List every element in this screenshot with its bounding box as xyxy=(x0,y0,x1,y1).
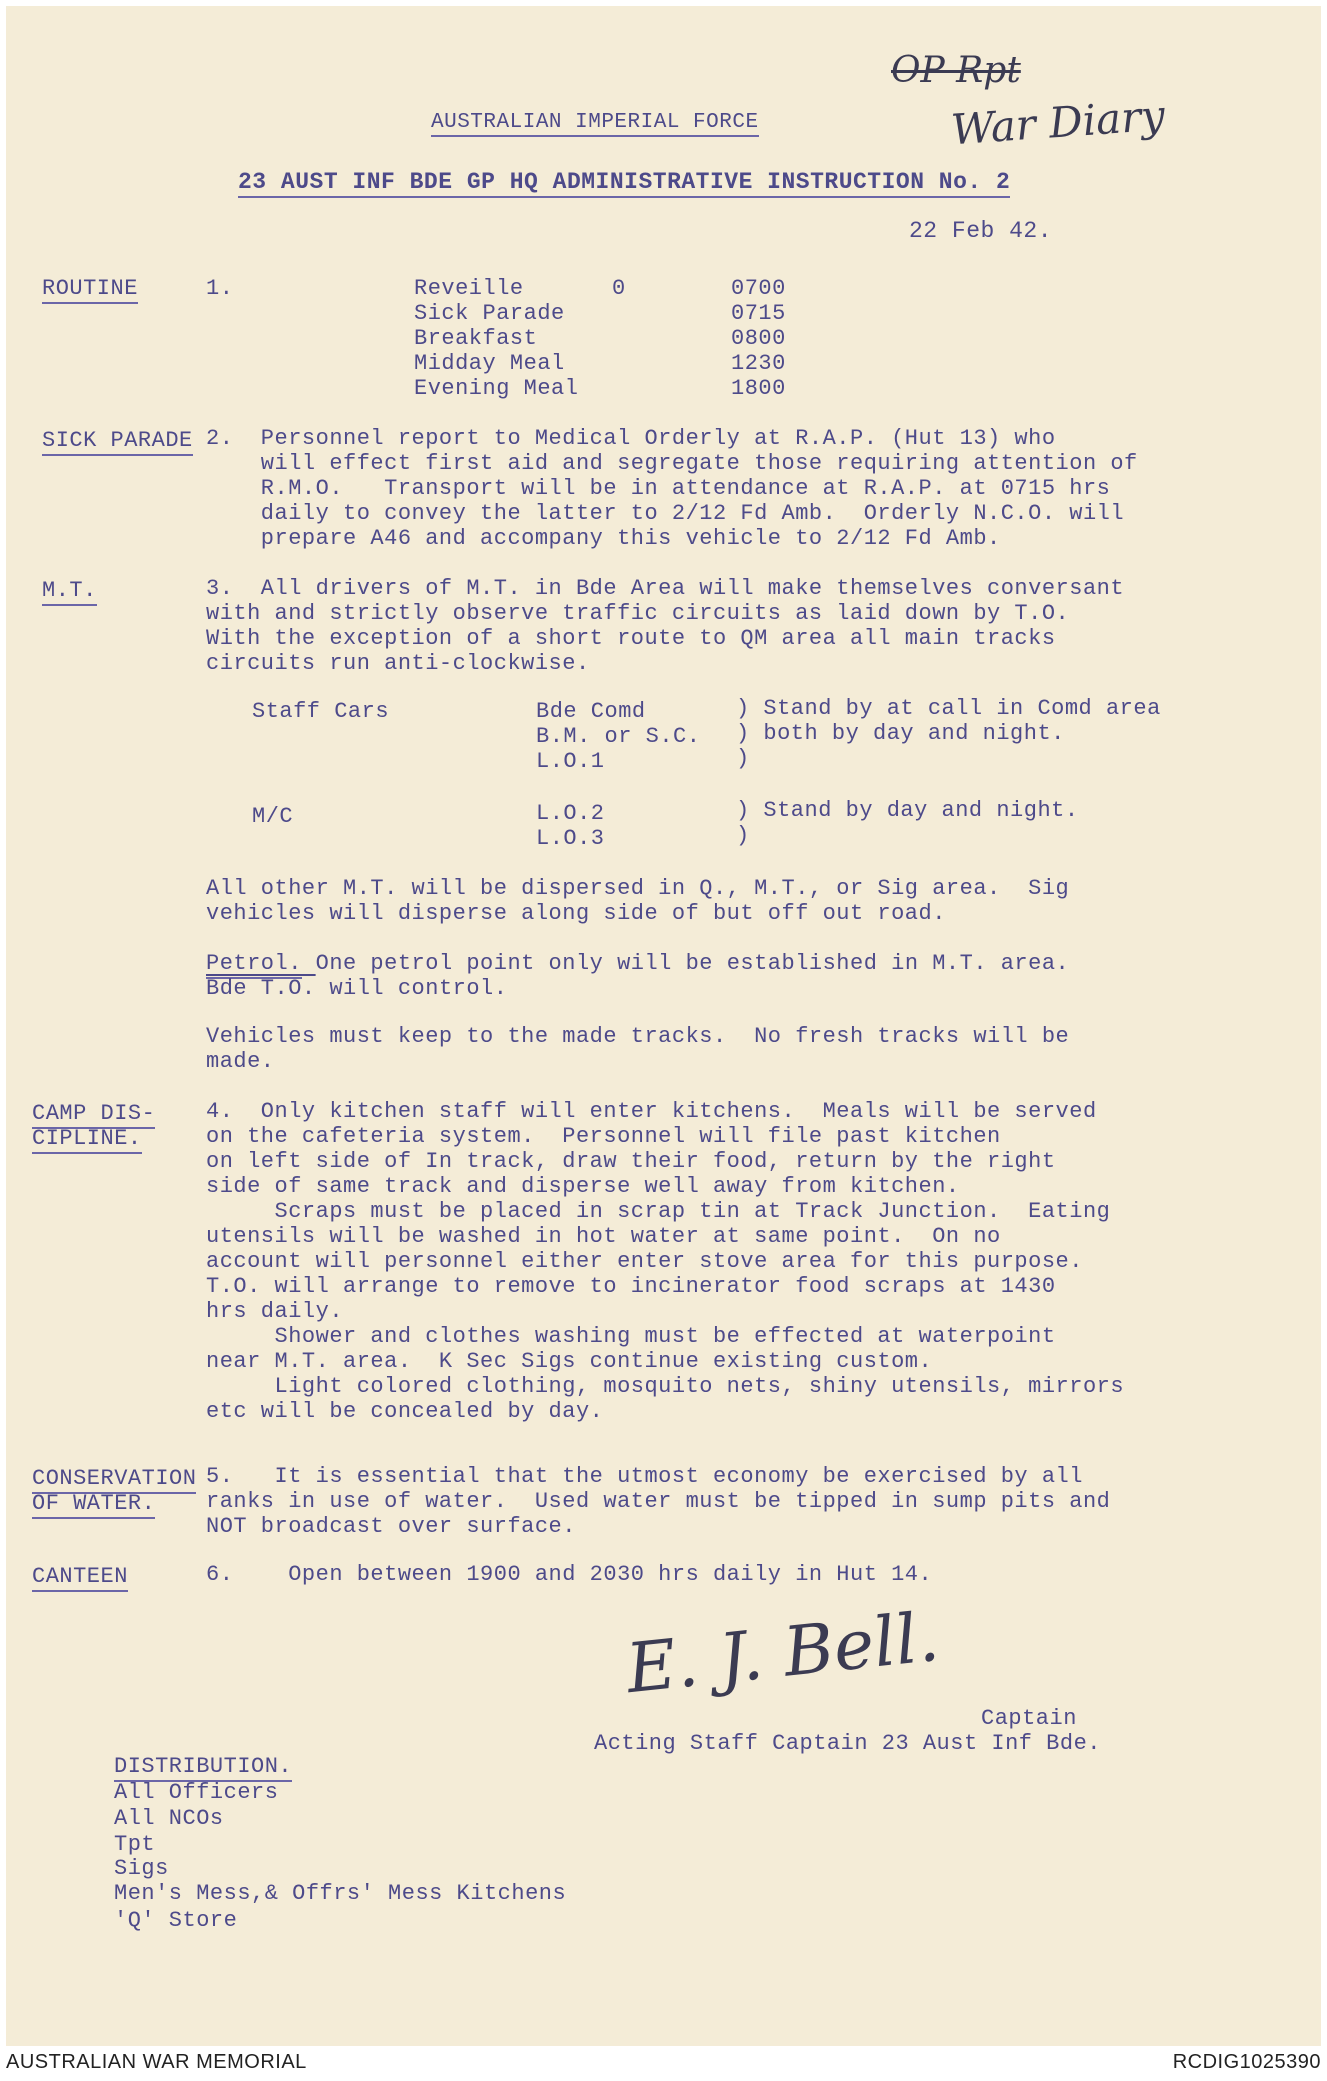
document-page xyxy=(6,6,1321,2046)
section-label-conservation-line1: CONSERVATION xyxy=(32,1466,196,1494)
vehicle-instruction: ) Stand by at call in Comd area ) both by day and night. ) xyxy=(736,696,1161,771)
footer-source: AUSTRALIAN WAR MEMORIAL xyxy=(6,2051,307,2073)
schedule-time: 1230 xyxy=(731,351,786,376)
section-label-canteen: CANTEEN xyxy=(32,1564,128,1592)
schedule-time: 0715 xyxy=(731,301,786,326)
section-label-camp-line2: CIPLINE. xyxy=(32,1126,142,1154)
vehicle-type: M/C xyxy=(252,804,294,829)
mt-dispersal-text: All other M.T. will be dispersed in Q., M.T., or Sig area. Sig vehicles will disperse along side of but off out road. xyxy=(206,876,1070,926)
petrol-paragraph-line2 xyxy=(206,976,507,1001)
document-header: AUSTRALIAN IMPERIAL FORCE xyxy=(431,111,759,137)
schedule-time: 0700 xyxy=(731,276,786,301)
distribution-item: Sigs xyxy=(114,1856,169,1881)
schedule-mark: 0 xyxy=(612,276,626,301)
section-label-sick-parade: SICK PARADE xyxy=(42,428,193,456)
struck-out-handwriting: OP Rpt xyxy=(891,50,1021,91)
schedule-item: Sick Parade xyxy=(414,301,565,326)
vehicle-instruction: ) Stand by day and night. ) xyxy=(736,798,1079,848)
footer-id: RCDIG1025390 xyxy=(1172,2051,1321,2073)
vehicle-holders: L.O.2 L.O.3 xyxy=(536,801,605,851)
section-text-camp: 4. Only kitchen staff will enter kitchens. Meals will be served on the cafeteria system. Personnel will file past kitchen on left side of In track, draw their food, return by the right side of same track and disperse well away from kitchen. Scraps must be placed in scrap tin at Track Junction. Eating utensils will be washed in hot water at same point. On no account will personnel either enter stove area for this purpose. T.O. will arrange to remove to incinerator food scraps at 1430 hrs daily. Shower and clothes washing must be effected at waterpoint near M.T. area. K Sec Sigs continue existing custom. Light colored clothing, mosquito nets, shiny utensils, mirrors etc will be concealed by day. xyxy=(206,1099,1125,1424)
schedule-item: Evening Meal xyxy=(414,376,579,401)
petrol-paragraph xyxy=(206,951,1069,976)
distribution-heading: DISTRIBUTION. xyxy=(114,1754,292,1782)
signatory-rank: Captain xyxy=(981,1706,1077,1731)
petrol-control-text: will control. xyxy=(315,976,508,1001)
schedule-time: 0800 xyxy=(731,326,786,351)
section-label-camp-line1: CAMP DIS- xyxy=(32,1101,155,1129)
petrol-text: One petrol point only will be established in M.T. area. xyxy=(301,951,1070,976)
schedule-item: Breakfast xyxy=(414,326,538,351)
section-number-routine: 1. xyxy=(206,276,234,301)
section-label-conservation-line2: OF WATER. xyxy=(32,1491,155,1519)
vehicle-type: Staff Cars xyxy=(252,699,390,724)
distribution-item: All Officers xyxy=(114,1780,279,1805)
section-text-sick-parade: 2. Personnel report to Medical Orderly at R.A.P. (Hut 13) who will effect first aid and segregate those requiring attention of R.M.O. Transport will be in attendance at R.A.P. at 0715 hrs daily to convey the latter to 2/12 Fd Amb. Orderly N.C.O. will prepare A46 and accompany this vehicle to 2/12 Fd Amb. xyxy=(206,426,1138,551)
distribution-item: Tpt xyxy=(114,1832,156,1857)
section-text-canteen: 6. Open between 1900 and 2030 hrs daily in Hut 14. xyxy=(206,1562,933,1587)
schedule-time: 1800 xyxy=(731,376,786,401)
petrol-label: Petrol. xyxy=(206,951,302,979)
war-diary-handwritten-note: War Diary xyxy=(949,90,1167,155)
distribution-item: All NCOs xyxy=(114,1806,224,1831)
schedule-item: Reveille xyxy=(414,276,524,301)
signatory-role: Acting Staff Captain 23 Aust Inf Bde. xyxy=(594,1731,1101,1756)
distribution-item: Men's Mess,& Offrs' Mess Kitchens xyxy=(114,1881,567,1906)
section-label-routine: ROUTINE xyxy=(42,276,138,304)
section-label-mt: M.T. xyxy=(42,578,97,606)
tracks-text: Vehicles must keep to the made tracks. No fresh tracks will be made. xyxy=(206,1024,1070,1074)
distribution-item: 'Q' Store xyxy=(114,1908,238,1933)
handwritten-signature: E. J. Bell. xyxy=(622,1597,943,1710)
schedule-item: Midday Meal xyxy=(414,351,565,376)
section-text-conservation: 5. It is essential that the utmost economy be exercised by all ranks in use of water. Used water must be tipped in sump pits and NOT broadcast over surface. xyxy=(206,1464,1111,1539)
document-date: 22 Feb 42. xyxy=(909,218,1053,244)
petrol-controller: Bde T.O. xyxy=(206,976,316,1001)
section-text-mt: 3. All drivers of M.T. in Bde Area will make themselves conversant with and strictly observe traffic circuits as laid down by T.O. With the exception of a short route to QM area all main tracks circuits run anti-clockwise. xyxy=(206,576,1125,676)
vehicle-holders: Bde Comd B.M. or S.C. L.O.1 xyxy=(536,699,701,774)
document-title: 23 AUST INF BDE GP HQ ADMINISTRATIVE INSTRUCTION No. 2 xyxy=(238,169,1010,198)
